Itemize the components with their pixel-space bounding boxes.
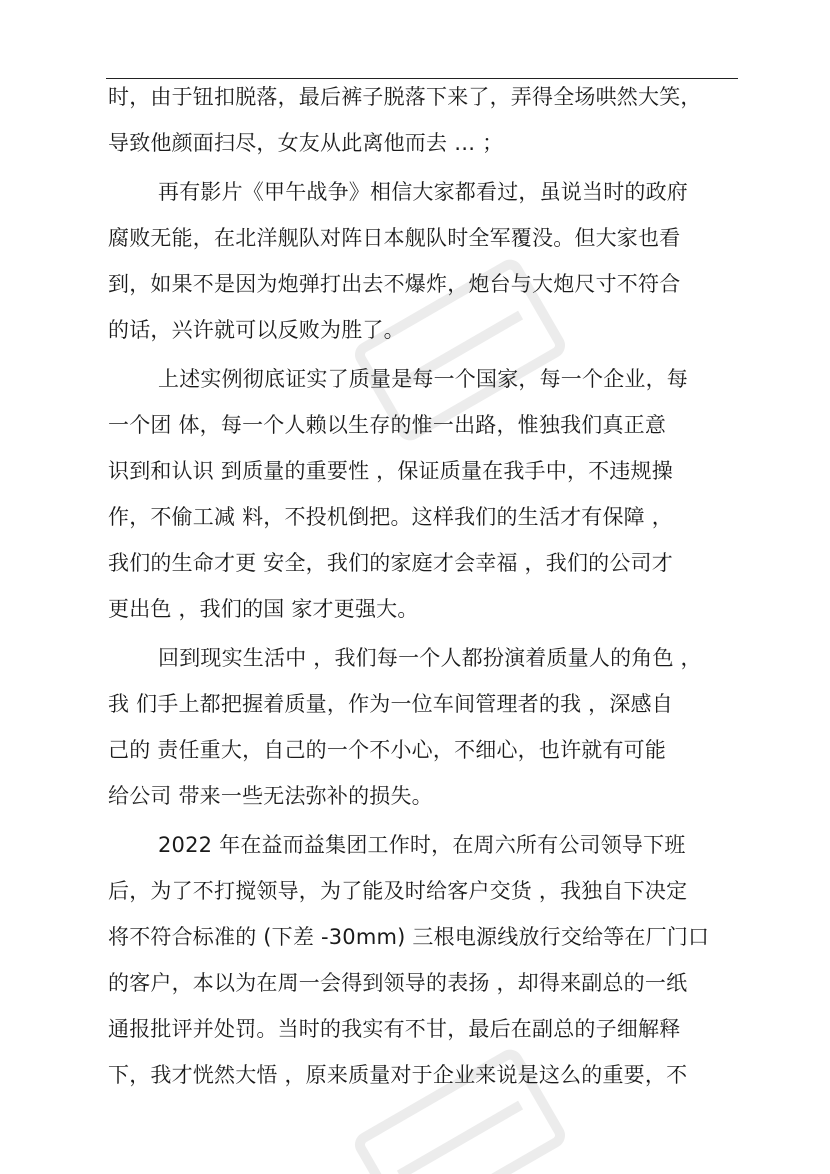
text-line: 作，不偷工减 料，不投机倒把。这样我们的生活才有保障 ， [108, 505, 673, 529]
text-line: 识到和认识 到质量的重要性 ，保证质量在我手中，不违规操 [108, 459, 673, 483]
text-line: 给公司 带来一些无法弥补的损失。 [108, 784, 433, 808]
text-line: 的客户，本以为在周一会得到领导的表扬 ，却得来副总的一纸 [108, 971, 688, 995]
text-line: 将不符合标准的 (下差 -30mm) 三根电源线放行交给等在厂门口 [108, 925, 710, 949]
text-line: 到，如果不是因为炮弹打出去不爆炸，炮台与大炮尺寸不符合 [108, 272, 681, 296]
text-line: 导致他颜面扫尽，女友从此离他而去 … ； [108, 131, 504, 155]
text-line: 通报批评并处罚。当时的我实有不甘，最后在副总的子细解释 [108, 1017, 681, 1041]
text-line: 2022 年在益而益集团工作时，在周六所有公司领导下班 [158, 833, 686, 857]
header-rule [106, 78, 738, 79]
text-line: 己的 责任重大，自己的一个不小心，不细心，也许就有可能 [108, 738, 667, 762]
text-line: 回到现实生活中 ，我们每一个人都扮演着质量人的角色 ， [158, 646, 702, 670]
text-line: 后，为了不打搅领导，为了能及时给客户交货 ，我独自下决定 [108, 879, 688, 903]
text-line: 时，由于钮扣脱落，最后裤子脱落下来了，弄得全场哄然大笑， [108, 85, 702, 109]
text-line: 下，我才恍然大悟 ，原来质量对于企业来说是这么的重要，不 [108, 1063, 688, 1087]
text-line: 上述实例彻底证实了质量是每一个国家，每一个企业，每 [158, 367, 688, 391]
text-line: 再有影片《甲午战争》相信大家都看过，虽说当时的政府 [158, 180, 688, 204]
text-line: 我 们手上都把握着质量，作为一位车间管理者的我 ，深感自 [108, 692, 673, 716]
text-line: 更出色 ，我们的国 家才更强大。 [108, 597, 419, 621]
text-line: 腐败无能，在北洋舰队对阵日本舰队时全军覆没。但大家也看 [108, 226, 681, 250]
text-line: 一个团 体，每一个人赖以生存的惟一出路，惟独我们真正意 [108, 413, 667, 437]
text-line: 我们的生命才更 安全，我们的家庭才会幸福 ，我们的公司才 [108, 551, 673, 575]
text-line: 的话，兴许就可以反败为胜了。 [108, 318, 405, 342]
